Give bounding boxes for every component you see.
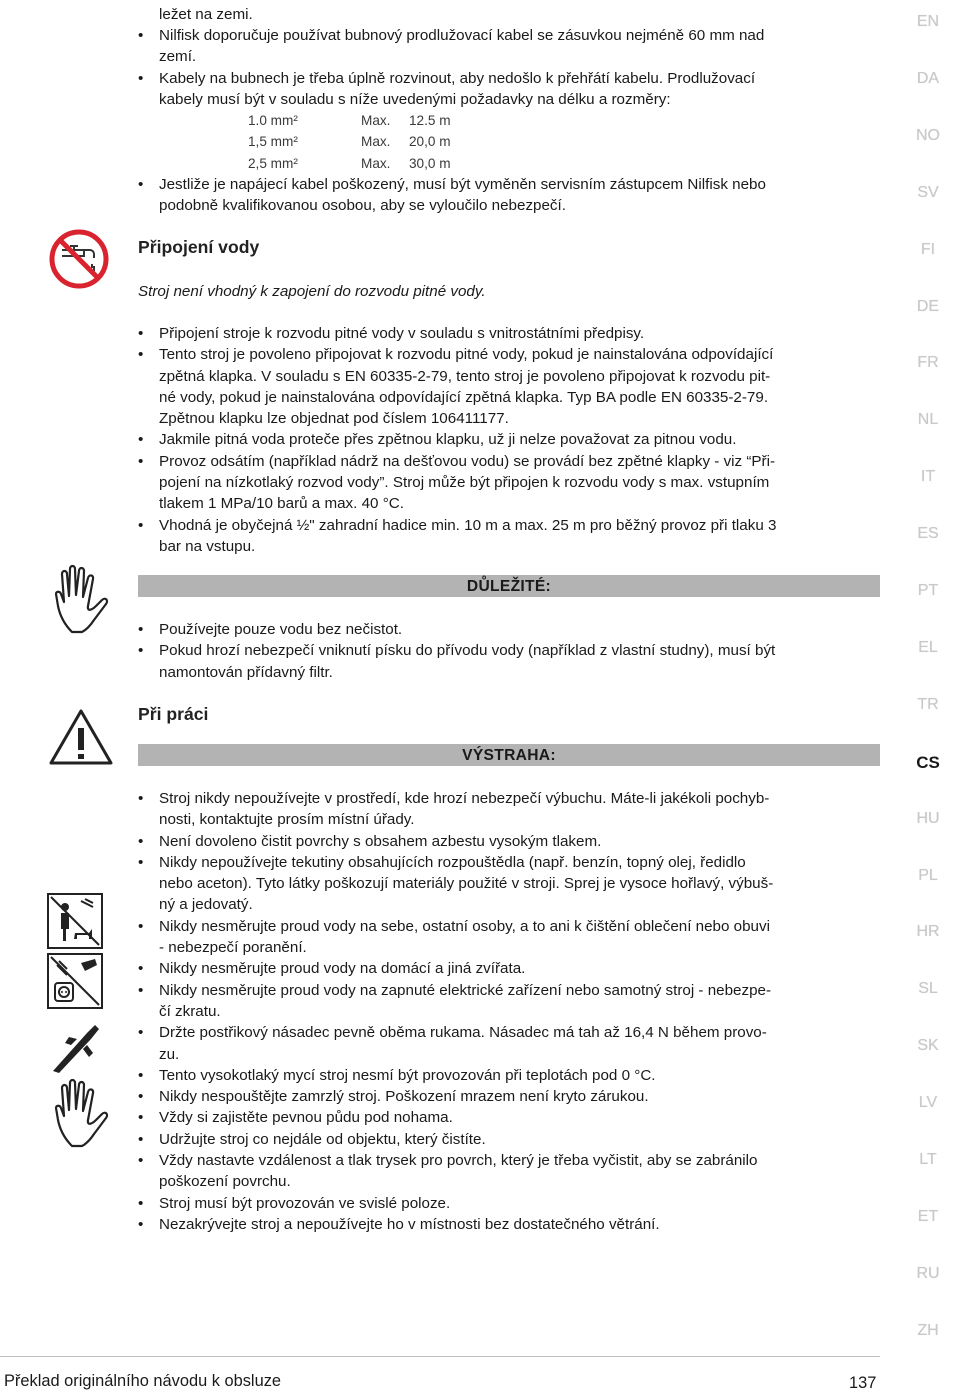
spec-row: 2,5 mm² Max. 30,0 m [248, 155, 451, 171]
page-number: 137 [849, 1374, 877, 1392]
important-banner: DŮLEŽITÉ: [138, 575, 880, 597]
language-tab-es[interactable]: ES [917, 525, 939, 543]
list-item: • Není dovoleno čistit povrchy s obsahem azbestu vysokým tlakem. [138, 831, 880, 852]
list-item: • Nikdy nesměrujte proud vody na zapnuté elektrické zařízení nebo samotný stroj - nebezpe- čí zkratu. [138, 980, 880, 1023]
footer-title: Překlad originálního návodu k obsluze [4, 1372, 282, 1390]
language-tab-pt[interactable]: PT [917, 582, 939, 599]
list-item: • Vždy si zajistěte pevnou půdu pod nohama. [138, 1107, 880, 1128]
language-tab-en[interactable]: EN [916, 13, 940, 30]
drinking-water-note: Stroj není vhodný k zapojení do rozvodu pitné vody. [138, 283, 486, 300]
language-tab-no[interactable]: NO [916, 126, 940, 144]
stop-hand-icon [50, 564, 112, 636]
warning-bullets [138, 788, 880, 1235]
language-tab-fr[interactable]: FR [917, 354, 939, 372]
language-tab-zh[interactable]: ZH [917, 1321, 939, 1339]
list-item: • Nikdy nesměrujte proud vody na sebe, ostatní osoby, a to ani k čištění oblečení nebo obuvi - nebezpečí poranění. [138, 916, 880, 959]
water-bullets [138, 323, 880, 557]
no-drinking-water-icon [48, 228, 110, 290]
list-item: • Tento vysokotlaký mycí stroj nesmí být provozován při teplotách pod 0 °C. [138, 1065, 880, 1086]
list-item: • Nikdy nesměrujte proud vody na domácí a jiná zvířata. [138, 958, 880, 979]
list-item: • Kabely na bubnech je třeba úplně rozvinout, aby nedošlo k přehřátí kabelu. Prodlužovací kabely musí být v souladu s níže uvedenými požadavky na délku a rozměry: [138, 68, 880, 111]
language-tab-nl[interactable]: NL [917, 411, 939, 429]
spray-gun-two-hands-icon [47, 1013, 103, 1075]
cable-damage-bullet [138, 174, 880, 217]
language-tab-sl[interactable]: SL [918, 980, 938, 998]
spec-row: 1,5 mm² Max. 20,0 m [248, 134, 451, 150]
list-item: • Provoz odsátím (například nádrž na dešťovou vodu) se provádí bez zpětné klapky - viz “Při- pojení na nízkotlaký rozvod vody”. Stroj může být připojen k rozvodu vody s max. vstupním tlakem 1 MPa/10 barů a max. 40 °C. [138, 451, 880, 515]
cable-bullets [138, 25, 880, 110]
language-tab-da[interactable]: DA [916, 69, 940, 87]
list-item: • Nilfisk doporučuje používat bubnový prodlužovací kabel se zásuvkou nejméně 60 mm nad zemí. [138, 25, 880, 68]
list-item: • Vhodná je obyčejná ½" zahradní hadice min. 10 m a max. 25 m pro běžný provoz při tlaku 3 bar na vstupu. [138, 515, 880, 558]
list-item: • Držte postřikový násadec pevně oběma rukama. Násadec má tah až 16,4 N během provo- zu. [138, 1022, 880, 1065]
language-tab-sk[interactable]: SK [917, 1037, 939, 1055]
language-tab-lt[interactable]: LT [919, 1151, 937, 1168]
warning-triangle-icon [48, 708, 114, 766]
list-item: • Tento stroj je povoleno připojovat k rozvodu pitné vody, pokud je nainstalována odpovídající zpětná klapka. V souladu s EN 60335-2-79, tento stroj je povoleno připojovat k rozvodu pit- né vody, pokud je nainstalována odpovídající zpětná klapka. Typ BA podle EN 60335-2-79. Zpětnou klapku lze objednat pod číslem 106411177. [138, 344, 880, 429]
warning-banner: VÝSTRAHA: [138, 744, 880, 766]
language-tab-lv[interactable]: LV [918, 1094, 938, 1112]
language-tab-pl[interactable]: PL [918, 866, 938, 884]
list-item: • Používejte pouze vodu bez nečistot. [138, 619, 880, 640]
hand-protection-icon [50, 1078, 112, 1150]
language-tab-et[interactable]: ET [917, 1207, 939, 1225]
language-tab-cs[interactable]: CS [916, 752, 940, 772]
language-tab-fi[interactable]: FI [920, 240, 936, 258]
cable-spec-table [248, 110, 451, 174]
list-item: • Připojení stroje k rozvodu pitné vody v souladu s vnitrostátními předpisy. [138, 323, 880, 344]
list-item: • Jakmile pitná voda proteče přes zpětnou klapku, už ji nelze považovat za pitnou vodu. [138, 429, 880, 450]
list-item: • Pokud hrozí nebezpečí vniknutí písku do přívodu vody (například z vlastní studny), musí být namontován přídavný filtr. [138, 640, 880, 683]
list-item: • Stroj nikdy nepoužívejte v prostředí, kde hrozí nebezpečí výbuchu. Máte-li jakékoli pochyb- nosti, kontaktujte prosím místní úřady. [138, 788, 880, 831]
list-item: • Udržujte stroj co nejdále od objektu, který čistíte. [138, 1129, 880, 1150]
list-item: • Nezakrývejte stroj a nepoužívejte ho v místnosti bez dostatečného větrání. [138, 1214, 880, 1235]
list-item: • Nikdy nepoužívejte tekutiny obsahujících rozpouštědla (např. benzín, topný olej, ředidlo nebo aceton). Tyto látky poškozují materiály použité v stroji. Sprej je vysoce hořlavý, výbuš- ný a jedovatý. [138, 852, 880, 916]
cable-continuation: ležet na zemi. [159, 6, 253, 23]
language-tab-el[interactable]: EL [918, 638, 938, 656]
during-work-heading: Při práci [138, 704, 209, 724]
language-tab-hr[interactable]: HR [916, 923, 940, 941]
spec-row: 1.0 mm² Max. 12.5 m [248, 113, 451, 128]
no-spraying-electrical-icon [47, 953, 103, 1009]
list-item: • Jestliže je napájecí kabel poškozený, musí být vyměněn servisním zástupcem Nilfisk nebo podobně kvalifikovanou osobou, aby se vyloučilo nebezpečí. [138, 174, 880, 217]
language-tab-hu[interactable]: HU [916, 809, 940, 827]
language-tab-de[interactable]: DE [916, 297, 940, 315]
no-spraying-people-animals-icon [47, 893, 103, 949]
footer-divider [0, 1356, 880, 1357]
language-tab-ru[interactable]: RU [916, 1264, 940, 1282]
list-item: • Nikdy nespouštějte zamrzlý stroj. Poškození mrazem není kryto zárukou. [138, 1086, 880, 1107]
language-tab-sv[interactable]: SV [917, 183, 939, 201]
language-tab-tr[interactable]: TR [917, 695, 939, 713]
water-connection-heading: Připojení vody [138, 237, 260, 257]
important-bullets [138, 619, 880, 683]
list-item: • Vždy nastavte vzdálenost a tlak trysek pro povrch, který je třeba vyčistit, aby se zabránilo poškození povrchu. [138, 1150, 880, 1193]
language-tab-it[interactable]: IT [920, 468, 936, 486]
list-item: • Stroj musí být provozován ve svislé poloze. [138, 1193, 880, 1214]
